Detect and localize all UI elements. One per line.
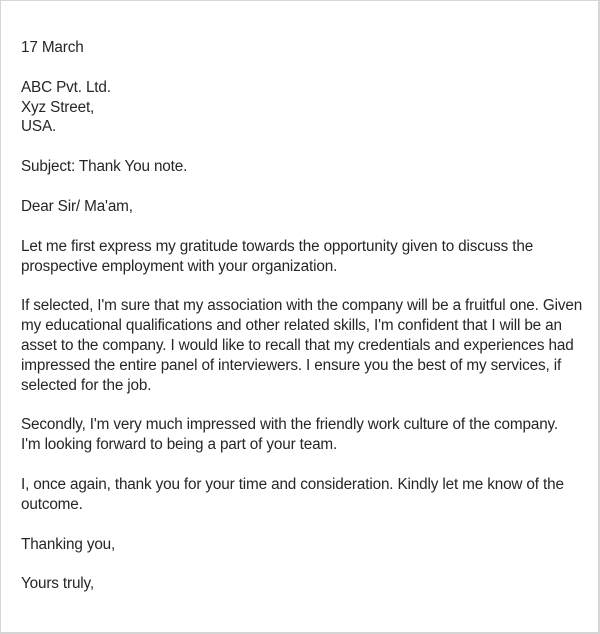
paragraph-line: impressed the entire panel of interviewers. I ensure you the best of my services, if (21, 356, 562, 374)
paragraph-line: I, once again, thank you for your time and consideration. Kindly let me know of the (21, 475, 564, 493)
paragraph-line: I'm looking forward to being a part of your team. (21, 436, 338, 454)
letter-signoff: Yours truly, (21, 575, 95, 593)
address-line-country: USA. (21, 118, 57, 136)
paragraph-qualifications (21, 296, 586, 395)
paragraph-thanks (21, 475, 586, 515)
letter-date: 17 March (21, 39, 84, 56)
salutation-block (21, 197, 586, 217)
paragraph-line: asset to the company. I would like to recall that my credentials and experiences had (21, 336, 574, 354)
subject-block (21, 157, 586, 177)
paragraph-line: If selected, I'm sure that my association with the company will be a fruitful one. Given (21, 297, 583, 315)
paragraph-line: prospective employment with your organization. (21, 257, 338, 275)
letter-body (21, 38, 586, 614)
paragraph-line: my educational qualifications and other related skills, I'm confident that I will be an (21, 317, 562, 335)
letter-subject: Subject: Thank You note. (21, 158, 188, 176)
paragraph-line: Let me first express my gratitude towards the opportunity given to discuss the (21, 237, 534, 255)
address-line-company: ABC Pvt. Ltd. (21, 78, 111, 96)
address-line-street: Xyz Street, (21, 98, 95, 116)
letter-salutation: Dear Sir/ Ma'am, (21, 197, 133, 215)
letter-date-block (21, 38, 586, 58)
paragraph-line: outcome. (21, 495, 83, 513)
closing-block (21, 535, 586, 555)
paragraph-line: Secondly, I'm very much impressed with the friendly work culture of the company. (21, 416, 559, 434)
letter-closing: Thanking you, (21, 535, 116, 553)
paragraph-work-culture (21, 415, 586, 455)
recipient-address (21, 78, 586, 137)
signoff-block (21, 574, 586, 594)
paragraph-gratitude (21, 237, 586, 277)
paragraph-line: selected for the job. (21, 376, 152, 394)
